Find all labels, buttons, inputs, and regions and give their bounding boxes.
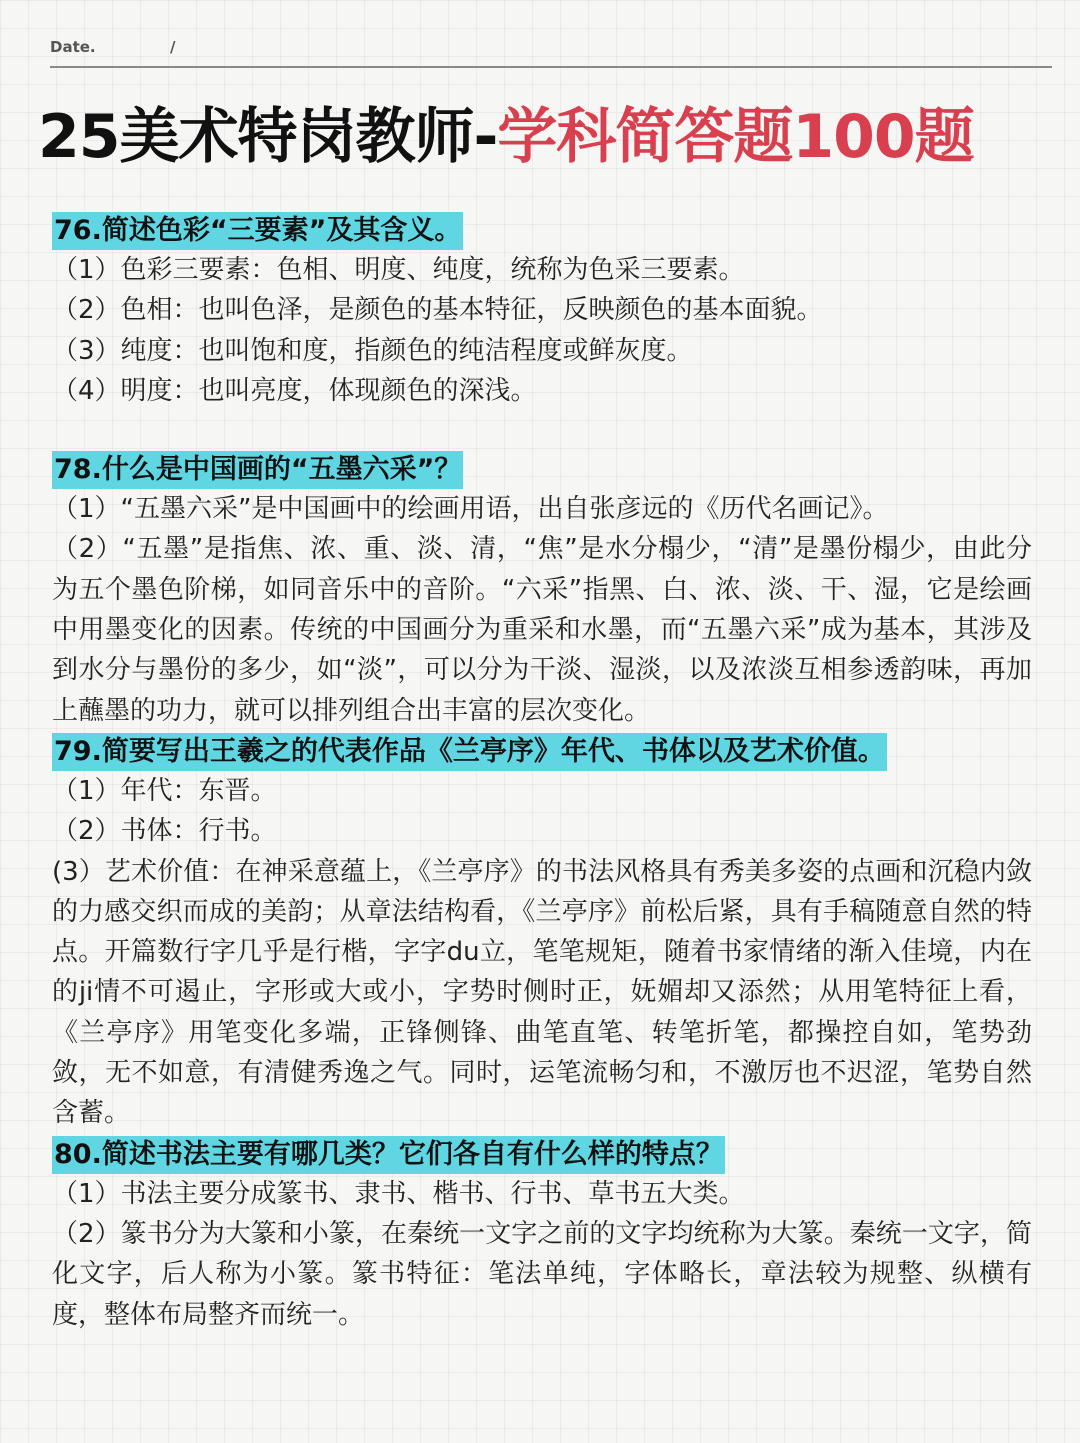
header-rule [50,66,1052,68]
question-heading: 78.什么是中国画的“五墨六采”？ [52,451,463,489]
answer-line: （1）色彩三要素：色相、明度、纯度，统称为色采三要素。 [52,255,745,285]
answer-line: （2）书体：行书。 [52,816,277,847]
answer-paragraph: （1）“五墨六采”是中国画中的绘画用语，出自张彦远的《历代名画记》。 [52,494,889,525]
answer-paragraph: （2）篆书分为大篆和小篆，在秦统一文字之前的文字均统称为大篆。秦统一文字，简化文字，后人称为小篆。篆书特征：笔法单纯，字体略长，章法较为规整、纵横有度，整体布局整齐而统一。 [52,1218,1032,1330]
answer-line: （1）年代：东晋。 [52,775,277,806]
question-heading: 76.简述色彩“三要素”及其含义。 [52,212,463,250]
answer-line: （2）色相：也叫色泽，是颜色的基本特征，反映颜色的基本面貌。 [52,295,823,326]
date-row [50,38,176,56]
title-part-black: 25美术特岗教师- [38,102,498,172]
answer-line: （4）明度：也叫亮度，体现颜色的深浅。 [52,375,537,406]
question-heading: 79.简要写出王羲之的代表作品《兰亭序》年代、书体以及艺术价值。 [52,733,887,771]
section-79 [52,731,1032,1134]
answer-paragraph: （2）“五墨”是指焦、浓、重、淡、清，“焦”是水分榻少，“清”是墨份榻少，由此分为五个墨色阶梯，如同音乐中的音阶。“六采”指黑、白、浓、淡、干、湿，它是绘画中用墨变化的因素。传统的中国画分为重采和水墨，而“五墨六采”成为基本，其涉及到水分与墨份的多少，如“淡”，可以分为干淡、湿淡，以及浓淡互相参透韵味，再加上蘸墨的功力，就可以排列组合出丰富的层次变化。 [52,534,1032,726]
page-title [38,92,1068,182]
title-part-red: 学科简答题100题 [497,102,974,172]
section-80 [52,1134,1032,1335]
question-heading: 80.简述书法主要有哪几类？它们各自有什么样的特点？ [52,1136,725,1174]
answer-line: （3）纯度：也叫饱和度，指颜色的纯洁程度或鲜灰度。 [52,335,693,366]
answer-line: （1）书法主要分成篆书、隶书、楷书、行书、草书五大类。 [52,1178,745,1209]
section-gap [52,411,1032,449]
section-76 [52,210,1032,411]
date-label: Date. [50,38,96,56]
date-slash: / [170,38,176,56]
answer-paragraph: (3）艺术价值：在神采意蕴上，《兰亭序》的书法风格具有秀美多姿的点画和沉稳内敛的力感交织而成的美韵；从章法结构看，《兰亭序》前松后紧，具有手稿随意自然的特点。开篇数行字几乎是行楷，字字du立，笔笔规矩，随着书家情绪的渐入佳境，内在的ji情不可遏止，字形或大或小，字势时侧时正，妩媚却又添然；从用笔特征上看，《兰亭序》用笔变化多端，正锋侧锋、曲笔直笔、转笔折笔，都操控自如，笔势劲敛，无不如意，有清健秀逸之气。同时，运笔流畅匀和，不激厉也不迟涩，笔势自然含蓄。 [52,856,1032,1129]
section-78 [52,449,1032,731]
content [52,210,1032,1335]
